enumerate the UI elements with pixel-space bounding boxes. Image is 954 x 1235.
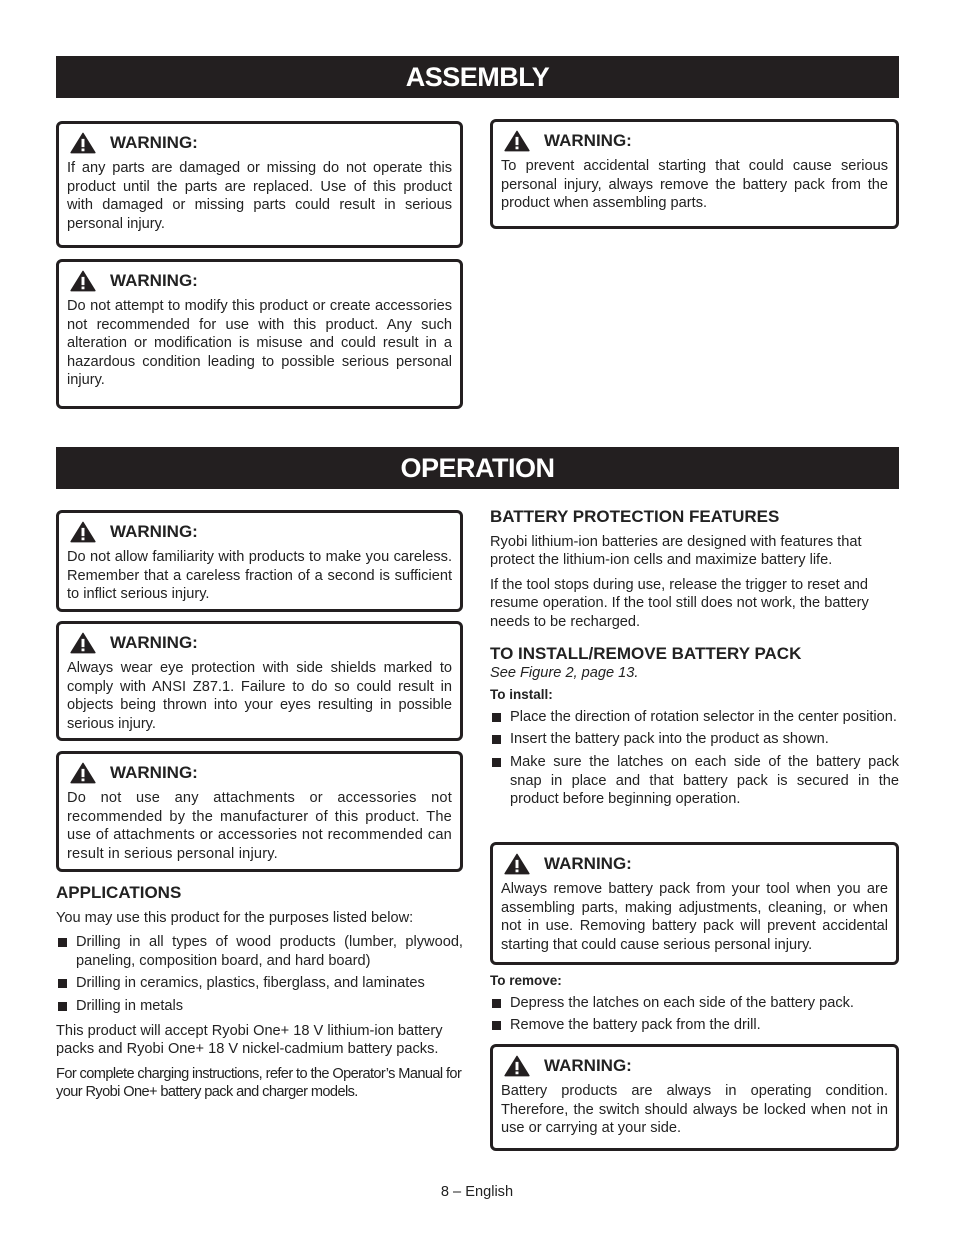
warning-heading: WARNING:	[110, 763, 198, 782]
applications-para: This product will accept Ryobi One+ 18 V lithium-ion battery packs and Ryobi One+ 18 V nickel-cadmium battery packs.	[56, 1022, 443, 1058]
applications-intro: You may use this product for the purposes listed below:	[56, 909, 414, 926]
warning-box	[56, 751, 463, 872]
warning-box	[490, 842, 899, 965]
warning-heading: WARNING:	[110, 633, 198, 652]
figure-reference: See Figure 2, page 13.	[490, 664, 639, 681]
bullet-icon	[492, 1021, 501, 1030]
warning-box	[56, 259, 463, 409]
applications-section	[56, 884, 463, 1108]
applications-para: For complete charging instructions, refer to the Operator’s Manual for your Ryobi One+ battery pack and charger models.	[56, 1065, 462, 1101]
battery-protection-para: If the tool stops during use, release the trigger to reset and resume operation. If the tool still does not work, the battery needs to be recharged.	[490, 576, 869, 630]
warning-box	[490, 1044, 899, 1151]
warning-icon	[69, 132, 97, 154]
install-label: To install:	[490, 687, 553, 703]
bullet-icon	[492, 999, 501, 1008]
install-heading: TO INSTALL/REMOVE BATTERY PACK	[490, 644, 802, 663]
list-item: Make sure the latches on each side of the battery pack snap in place and that battery pack is secured in the product before beginning operation.	[490, 753, 899, 809]
list-item: Depress the latches on each side of the battery pack.	[490, 994, 899, 1013]
warning-icon	[69, 270, 97, 292]
remove-label: To remove:	[490, 973, 562, 988]
warning-text: Battery products are always in operating condition. Therefore, the switch should always be locked when not in use or carrying at your side.	[501, 1083, 888, 1137]
bullet-icon	[58, 938, 67, 947]
operation-banner: OPERATION	[56, 447, 899, 489]
install-section	[490, 645, 899, 815]
list-item: Drilling in ceramics, plastics, fiberglass, and laminates	[56, 974, 463, 993]
warning-heading: WARNING:	[110, 133, 198, 152]
list-item: Drilling in metals	[56, 997, 463, 1016]
warning-text: To prevent accidental starting that could cause serious personal injury, always remove the battery pack from the product when assembling parts.	[501, 158, 888, 212]
warning-heading: WARNING:	[544, 1056, 632, 1075]
bullet-icon	[492, 735, 501, 744]
warning-text: Do not use any attachments or accessories not recommended by the manufacturer of this product. The use of attachments or accessories not recommended can result in serious personal injury.	[67, 790, 452, 862]
warning-text: If any parts are damaged or missing do not operate this product until the parts are replaced. Use of this product with damaged or missing parts could result in serious personal injury.	[67, 160, 452, 232]
bullet-icon	[492, 758, 501, 767]
applications-list	[56, 933, 463, 1015]
warning-icon	[503, 853, 531, 875]
warning-box	[56, 621, 463, 741]
warning-heading: WARNING:	[544, 131, 632, 150]
list-item: Insert the battery pack into the product as shown.	[490, 730, 899, 749]
applications-heading: APPLICATIONS	[56, 883, 182, 902]
warning-box	[56, 510, 463, 612]
warning-icon	[503, 130, 531, 152]
warning-text: Always remove battery pack from your tool when you are assembling parts, making adjustments, cleaning, or when not in use. Removing battery pack will prevent accidental starting that could cause serious personal injury.	[501, 881, 888, 953]
remove-section	[490, 972, 899, 1041]
list-item: Drilling in all types of wood products (lumber, plywood, paneling, composition board, and hard board)	[56, 933, 463, 970]
warning-icon	[69, 762, 97, 784]
assembly-banner: ASSEMBLY	[56, 56, 899, 98]
warning-box	[56, 121, 463, 248]
warning-heading: WARNING:	[110, 522, 198, 541]
bullet-icon	[58, 979, 67, 988]
page-footer: 8 – English	[440, 1184, 514, 1200]
bullet-icon	[492, 713, 501, 722]
warning-icon	[503, 1055, 531, 1077]
warning-icon	[69, 632, 97, 654]
remove-list	[490, 994, 899, 1035]
warning-text: Do not allow familiarity with products to make you careless. Remember that a careless fraction of a second is sufficient to inflict serious injury.	[67, 549, 452, 603]
list-item: Remove the battery pack from the drill.	[490, 1016, 899, 1035]
battery-protection-para: Ryobi lithium-ion batteries are designed with features that protect the lithium-ion cells and maximize battery life.	[490, 533, 862, 569]
warning-box	[490, 119, 899, 229]
battery-protection-heading: BATTERY PROTECTION FEATURES	[490, 507, 780, 526]
list-item: Place the direction of rotation selector in the center position.	[490, 708, 899, 727]
warning-text: Do not attempt to modify this product or create accessories not recommended for use with this product. Any such alteration or modification is misuse and could result in a hazardous condition leading to possible serious personal injury.	[67, 298, 452, 389]
bullet-icon	[58, 1002, 67, 1011]
warning-heading: WARNING:	[110, 271, 198, 290]
battery-protection-section	[490, 508, 899, 638]
warning-heading: WARNING:	[544, 854, 632, 873]
warning-text: Always wear eye protection with side shields marked to comply with ANSI Z87.1. Failure to do so could result in objects being thrown into your eyes resulting in possible serious injury.	[67, 660, 452, 732]
install-list	[490, 708, 899, 809]
warning-icon	[69, 521, 97, 543]
